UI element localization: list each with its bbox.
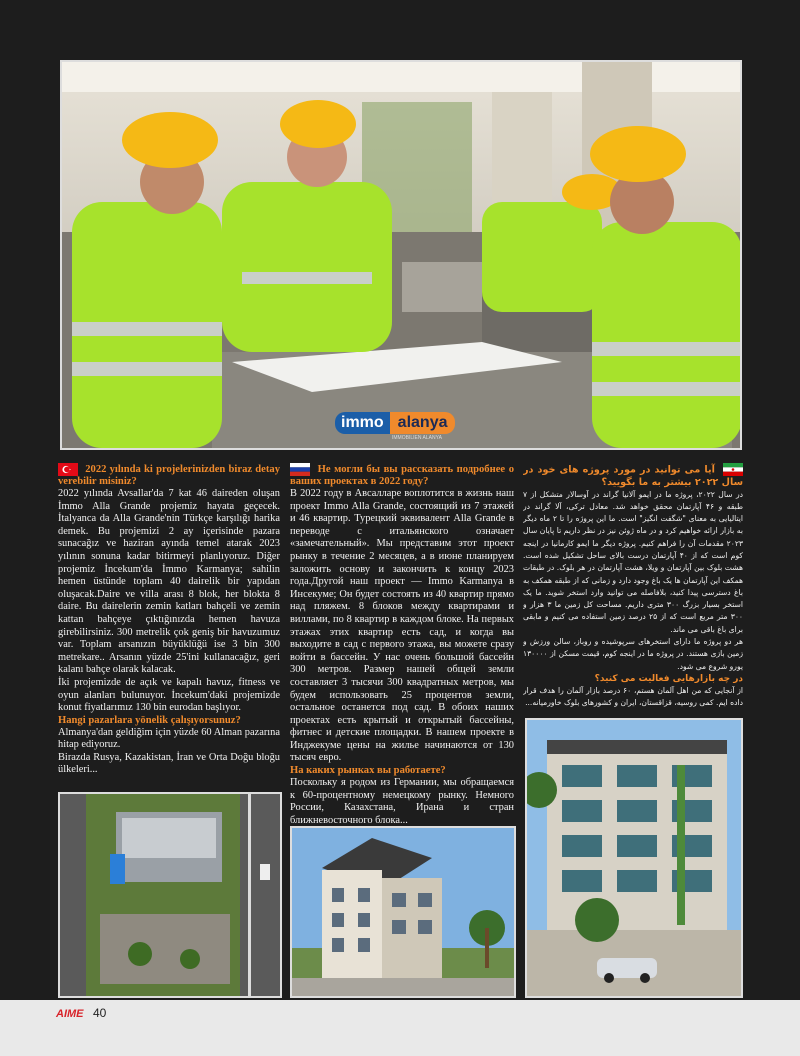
column-persian <box>523 463 743 715</box>
logo-tagline: IMMOBILIEN ALANYA <box>392 435 442 441</box>
turkish-paragraph-1: 2022 yılında Avsallar'da 7 kat 46 daireden oluşan İmmo Alla Grande projemiz hayata geçecek. İtalyanca da Alla Grande'nin Türkçe karşılığı harika demek. Bu projemizi 2 ay içerisinde pazara sunacağız ve haziran ayında temel atarak 2023 yılının sonuna kadar bitirmeyi planlıyoruz. Diğer projemiz İncekum'da İmmo Karmanya; sahilin hemen üstünde toplam 40 dairelik bir yapıdan oluşacak.Daire ve villa arası 8 blok, her blokta 8 daire. Bu dairelerin zemin katları bahçeli ve zemin kattan bahçeye çıktığınızda hemen havuza girebilirsiniz. 300 metrelik çok geniş bir havuzumuz var. Toplam arsanızın büyüklüğü ise 3 bin 300 metrekare.. Arsanın yüzde 25'ini kullanacağız, geri kalanı bahçe olarak kalacak. <box>58 488 280 676</box>
turkish-paragraph-3: Almanya'dan geldiğim için yüzde 60 Alman pazarına hitap ediyoruz. <box>58 726 280 751</box>
apartment-building-image <box>292 828 514 996</box>
turkey-flag-icon <box>58 463 78 476</box>
apartment-building-image-2 <box>527 720 741 996</box>
russian-paragraph-2: Поскольку я родом из Германии, мы обращаемся к 60-процентному немецкому рынку. Немного России, Казахстана, Ирана и стран ближневосточного блока... <box>290 777 514 825</box>
immo-alanya-logo <box>335 412 455 434</box>
construction-workers-image <box>62 62 740 448</box>
turkish-question-1: 2022 yılında ki projelerinizden biraz detay verebilir misiniz? <box>58 463 280 487</box>
russian-paragraph-1: В 2022 году в Авсалларе воплотится в жизнь наш проект Immo Alla Grande, состоящий из 7 этажей и 46 квартир. Турецкий эквивалент Alla Grande в переводе с итальянского означает «замечательный». Мы представим этот проект рынку в течение 2 месяцев, а в июне планируем заложить основу и закончить к концу 2023 года.Другой наш проект — Immo Karmanya в Инсекуме; Он будет состоять из 40 квартир прямо над пляжем. 8 блоков между квартирами и виллами, по 8 квартир в каждом блоке. На первых этажах этих квартир есть сад, и когда вы выходите в сад с первого этажа, вы можете сразу войти в бассейн. У нас очень большой бассейн 300 метров. Размер нашей общей земли составляет 3 тысячи 300 квадратных метров, мы будем использовать 25 процентов земли, остальное останется под сад. В обоих наших проектах есть крытый и открытый бассейны, фитнес и детские площадки. В нашем проекте в Инджекуме цены на жилье начинаются от 130 тысяч евро. <box>290 488 514 764</box>
footer-brand: AIME <box>56 1008 84 1020</box>
persian-question-2: در چه بازارهایی فعالیت می کنید؟ <box>594 673 743 684</box>
building-render-photo <box>290 826 516 998</box>
russia-flag-icon <box>290 463 310 476</box>
iran-flag-icon <box>723 463 743 476</box>
logo-right: alanya <box>390 412 456 434</box>
persian-question-1: آیا می توانید در مورد پروژه های خود در سال ۲۰۲۲ بیشتر به ما بگویید؟ <box>523 464 743 488</box>
russian-question-1: Не могли бы вы рассказать подробнее о ваших проектах в 2022 году? <box>290 463 514 487</box>
hero-photo <box>60 60 742 450</box>
aerial-site-image <box>60 794 280 996</box>
aerial-render-photo <box>58 792 282 998</box>
column-russian <box>290 463 514 825</box>
persian-paragraph-2: هر دو پروژه ما دارای استخرهای سرپوشیده و روباز، سالن ورزش و زمین بازی هستند. در پروژه ما در اینجه کوم، قیمت مسکن از ۱۳۰۰۰۰ یورو شروع می شود. <box>523 637 743 671</box>
page-number: 40 <box>93 1006 107 1020</box>
turkish-paragraph-4: Birazda Rusya, Kazakistan, İran ve Orta Doğu bloğu ülkeleri... <box>58 751 280 776</box>
persian-paragraph-1: در سال ۲۰۲۲، پروژه ما در ایمو آلانیا گراند در آوسالار متشکل از ۷ طبقه و ۴۶ آپارتمان محقق خواهد شد. معادل ترکی، آلا گراند در ایتالیایی به معنای "شگفت انگیز" است. ما این پروژه را تا ۲ ماه دیگر به بازار ارائه خواهیم کرد و در ماه ژوئن نیز در نظر داریم تا پایان سال ۲۰۲۳ مقدمات آن را فراهم کنیم. پروژه دیگر ما ایمو کارمانیا در اینجه کوم است که از ۴۰ آپارتمان درست بالای ساحل تشکیل شده است. هشت بلوک بین آپارتمان و ویلا، هشت آپارتمان در هر بلوک. در طبقات همکف این آپارتمان ها یک باغ وجود دارد و زمانی که از طبقه همکف به باغ دسترسی پیدا کنید، بلافاصله می توانید وارد استخر شوید. ما یک استخر بسیار بزرگ ۳۰۰ متری داریم. مساحت کل زمین ما ۳ هزار و ۳۰۰ متر مربع است که از ۲۵ درصد زمین استفاده می کنیم و مابقی برای باغ باقی می ماند. <box>523 489 743 634</box>
logo-left: immo <box>335 412 390 434</box>
russian-question-2: На каких рынках вы работаете? <box>290 765 446 777</box>
turkish-paragraph-2: İki projemizde de açık ve kapalı havuz, fitness ve oyun alanları bulunuyor. İncekum'daki projemizde konut fiyatlarımız 130 bin eurodan başlıyor. <box>58 676 280 714</box>
aime-logo <box>56 1008 84 1020</box>
column-turkish <box>58 463 280 791</box>
persian-paragraph-3: از آنجایی که من اهل آلمان هستم، ۶۰ درصد بازار آلمان را هدف قرار داده ایم. کمی روسیه، قزاقستان، ایران و کشورهای بلوک خاورمیانه... <box>523 685 743 708</box>
page-footer <box>0 1000 800 1056</box>
turkish-question-2: Hangi pazarlara yönelik çalışıyorsunuz? <box>58 714 241 726</box>
building-render-photo-2 <box>525 718 743 998</box>
